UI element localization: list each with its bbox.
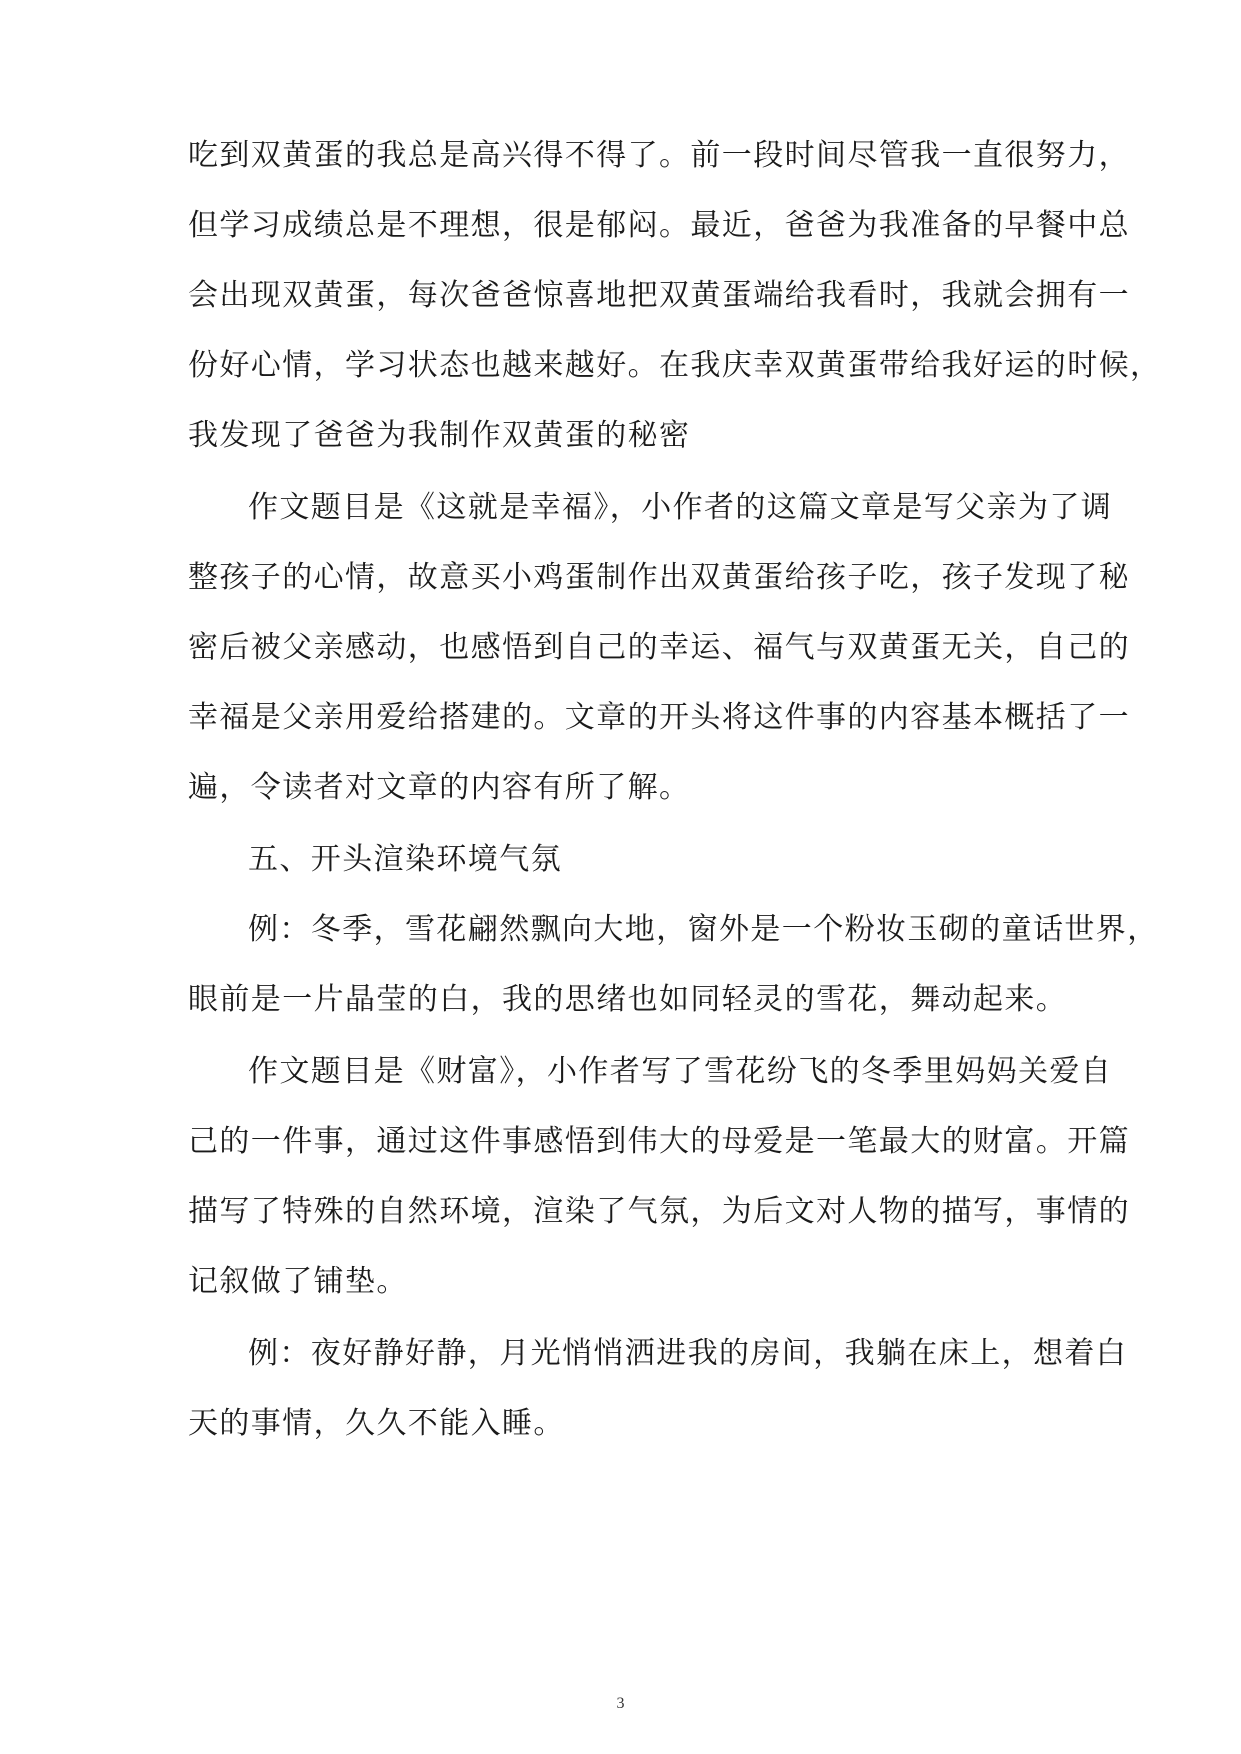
paragraph-first-line: 作文题目是《这就是幸福》，小作者的这篇文章是写父亲为了调: [248, 490, 1113, 525]
text-line: 描写了特殊的自然环境，渲染了气氛，为后文对人物的描写，事情的: [188, 1194, 1130, 1229]
text-line: 我发现了爸爸为我制作双黄蛋的秘密: [188, 418, 691, 453]
text-line: 天的事情，久久不能入睡。: [188, 1406, 565, 1441]
text-line: 遍，令读者对文章的内容有所了解。: [188, 770, 691, 805]
page-number: 3: [616, 1695, 625, 1712]
text-line: 吃到双黄蛋的我总是高兴得不得了。前一段时间尽管我一直很努力，: [188, 138, 1130, 173]
paragraph-first-line: 例：夜好静好静，月光悄悄洒进我的房间，我躺在床上，想着白: [248, 1336, 1128, 1371]
text-line: 幸福是父亲用爱给搭建的。文章的开头将这件事的内容基本概括了一: [188, 700, 1130, 735]
text-line: 份好心情，学习状态也越来越好。在我庆幸双黄蛋带给我好运的时候，: [188, 348, 1162, 383]
text-line: 但学习成绩总是不理想，很是郁闷。最近，爸爸为我准备的早餐中总: [188, 208, 1130, 243]
text-line: 会出现双黄蛋，每次爸爸惊喜地把双黄蛋端给我看时，我就会拥有一: [188, 278, 1130, 313]
paragraph-first-line: 例：冬季，雪花翩然飘向大地，窗外是一个粉妆玉砌的童话世界，: [248, 912, 1159, 947]
text-line: 密后被父亲感动，也感悟到自己的幸运、福气与双黄蛋无关，自己的: [188, 630, 1130, 665]
paragraph-first-line: 作文题目是《财富》，小作者写了雪花纷飞的冬季里妈妈关爱自: [248, 1054, 1113, 1089]
text-line: 记叙做了铺垫。: [188, 1264, 408, 1299]
text-line: 己的一件事，通过这件事感悟到伟大的母爱是一笔最大的财富。开篇: [188, 1124, 1130, 1159]
text-line: 整孩子的心情，故意买小鸡蛋制作出双黄蛋给孩子吃，孩子发现了秘: [188, 560, 1130, 595]
section-heading: 五、开头渲染环境气氛: [248, 842, 562, 877]
text-line: 眼前是一片晶莹的白，我的思绪也如同轻灵的雪花，舞动起来。: [188, 982, 1068, 1017]
